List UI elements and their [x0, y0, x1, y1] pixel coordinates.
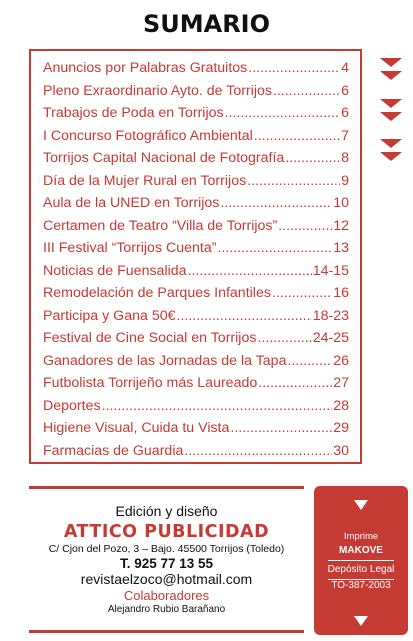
legal-number: TO-387-2003	[331, 580, 391, 591]
toc-entry-title: Noticias de Fuensalida	[43, 262, 187, 279]
toc-entry	[43, 173, 349, 196]
printer-name: MAKOVE	[339, 545, 383, 556]
toc-entry	[43, 240, 349, 263]
toc-entry-page: 6	[341, 105, 349, 121]
toc-leader-dots	[247, 173, 340, 189]
toc-entry-title: Día de la Mujer Rural en Torrijos	[43, 172, 247, 189]
toc-entry-page: 13	[333, 240, 349, 256]
toc-entry	[43, 150, 349, 173]
toc-leader-dots	[217, 240, 332, 256]
edition-label: Edición y diseño	[115, 503, 218, 519]
toc-leader-dots	[230, 420, 332, 436]
toc-leader-dots	[254, 128, 340, 144]
toc-entry-page: 12	[333, 217, 349, 234]
double-chevron-down-icon	[380, 58, 402, 86]
toc-entry-title: Remodelación de Parques Infantiles	[43, 285, 271, 301]
toc-entry-page: 24-25	[312, 330, 349, 346]
toc-entry-title: Higiene Visual, Cuida tu Vista	[43, 420, 230, 436]
toc-leader-dots	[285, 150, 340, 166]
toc-entry-page: 8	[341, 150, 349, 166]
toc-box	[29, 49, 362, 464]
toc-leader-dots	[225, 105, 341, 121]
toc-entry	[43, 195, 349, 218]
toc-entry	[43, 218, 349, 241]
toc-entry	[43, 105, 349, 128]
toc-entry-page: 16	[333, 285, 349, 301]
triangle-down-icon	[354, 616, 368, 626]
credits-block	[29, 503, 304, 615]
toc-entry	[43, 128, 349, 151]
toc-entry-page: 26	[333, 352, 349, 369]
printer-box	[314, 486, 408, 635]
toc-entry-page: 29	[333, 420, 349, 436]
toc-list	[43, 60, 349, 465]
toc-entry	[43, 330, 349, 353]
toc-entry	[43, 398, 349, 421]
toc-entry-page: 4	[341, 60, 349, 76]
toc-entry-title: Participa y Gana 50€	[43, 307, 176, 324]
toc-entry-title: Certamen de Teatro “Villa de Torrijos”	[43, 217, 278, 234]
collaborators-label: Colaboradores	[123, 588, 210, 603]
toc-entry-page: 27	[333, 375, 349, 391]
toc-entry	[43, 60, 349, 83]
double-chevron-down-icon	[380, 99, 402, 127]
toc-entry	[43, 285, 349, 308]
divider-top	[29, 486, 304, 489]
toc-entry-title: Anuncios por Palabras Gratuitos	[43, 60, 248, 76]
toc-entry	[43, 420, 349, 443]
toc-entry-title: Aula de la UNED en Torrijos	[43, 195, 220, 211]
company-phone: T. 925 77 13 55	[119, 556, 214, 571]
toc-entry	[43, 375, 349, 398]
toc-entry-page: 9	[341, 172, 349, 189]
toc-leader-dots	[188, 263, 312, 279]
divider-bottom	[29, 630, 304, 633]
legal-label: Depósito Legal	[327, 564, 395, 575]
toc-entry-title: Torrijos Capital Nacional de Fotografía	[43, 150, 285, 166]
triangle-down-icon	[354, 500, 368, 510]
toc-entry-page: 6	[341, 82, 349, 99]
double-chevron-down-icon	[380, 139, 402, 167]
collaborator-name: Alejandro Rubio Barañano	[107, 604, 226, 615]
print-label: Imprime	[343, 531, 379, 542]
toc-leader-dots	[257, 330, 311, 346]
toc-entry-page: 18-23	[312, 307, 349, 324]
toc-entry-page: 7	[341, 127, 349, 144]
toc-entry-title: Deportes	[43, 397, 101, 414]
toc-leader-dots	[220, 195, 332, 211]
toc-leader-dots	[248, 60, 340, 76]
toc-entry-title: Ganadores de las Jornadas de la Tapa	[43, 352, 287, 369]
toc-entry	[43, 83, 349, 106]
toc-entry-page: 10	[333, 195, 349, 211]
toc-entry	[43, 263, 349, 286]
toc-entry-title: I Concurso Fotográfico Ambiental	[43, 127, 253, 144]
toc-entry-page: 28	[333, 397, 349, 414]
toc-entry-title: III Festival “Torrijos Cuenta”	[43, 240, 217, 256]
toc-entry-title: Festival de Cine Social en Torrijos	[43, 330, 257, 346]
toc-leader-dots	[177, 308, 312, 324]
toc-leader-dots	[272, 285, 332, 301]
company-address: C/ Cjon del Pozo, 3 – Bajo. 45500 Torrijos (Toledo)	[48, 543, 285, 555]
toc-entry-title: Farmacias de Guardia	[43, 442, 184, 459]
toc-leader-dots	[102, 398, 333, 414]
toc-entry	[43, 308, 349, 331]
toc-entry	[43, 353, 349, 376]
toc-entry-page: 14-15	[312, 262, 349, 279]
toc-leader-dots	[287, 353, 332, 369]
toc-leader-dots	[273, 83, 340, 99]
toc-leader-dots	[258, 375, 332, 391]
toc-entry	[43, 443, 349, 466]
toc-entry-title: Trabajos de Poda en Torrijos	[43, 105, 224, 121]
toc-leader-dots	[184, 443, 332, 459]
toc-entry-title: Futbolista Torrijeño más Laureado	[43, 375, 258, 391]
toc-entry-page: 30	[333, 442, 349, 459]
company-name: ATTICO PUBLICIDAD	[63, 522, 270, 542]
page-title: SUMARIO	[142, 10, 271, 38]
printer-divider	[328, 560, 394, 561]
company-email: revistaelzoco@hotmail.com	[80, 571, 253, 587]
toc-leader-dots	[278, 218, 332, 234]
toc-entry-title: Pleno Exraordinario Ayto. de Torrijos	[43, 82, 272, 99]
